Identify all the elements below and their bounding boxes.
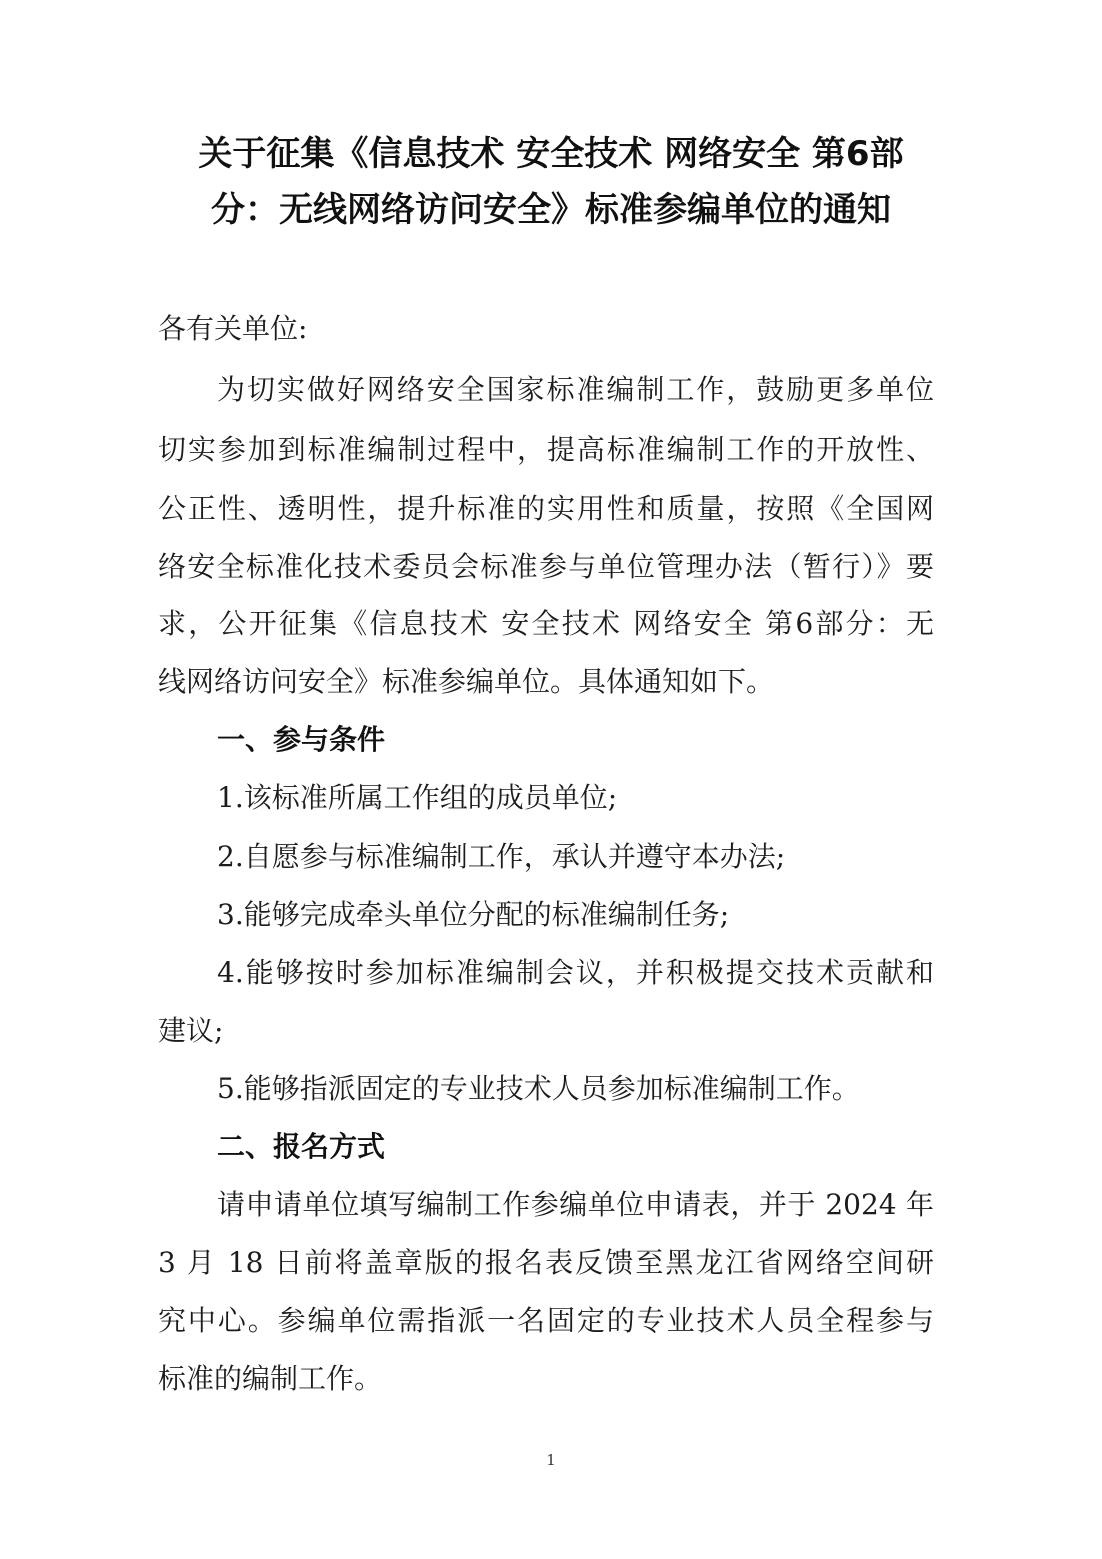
intro-line-4: 络安全标准化技术委员会标准参与单位管理办法（暂行）》要 <box>158 550 934 583</box>
section-2-line-4: 标准的编制工作。 <box>158 1362 383 1395</box>
salutation: 各有关单位: <box>158 312 308 345</box>
section-1-item-1: 1.该标准所属工作组的成员单位; <box>217 781 618 814</box>
intro-line-2: 切实参加到标准编制过程中，提高标准编制工作的开放性、 <box>158 433 934 466</box>
section-2-line-2: 3 月 18 日前将盖章版的报名表反馈至黑龙江省网络空间研 <box>158 1246 934 1279</box>
intro-line-3: 公正性、透明性，提升标准的实用性和质量，按照《全国网 <box>158 492 934 525</box>
intro-line-6: 线网络访问安全》标准参编单位。具体通知如下。 <box>158 665 775 698</box>
section-2-heading: 二、报名方式 <box>217 1130 386 1163</box>
intro-line-1: 为切实做好网络安全国家标准编制工作，鼓励更多单位 <box>217 373 934 406</box>
intro-line-5: 求，公开征集《信息技术 安全技术 网络安全 第6部分：无 <box>158 607 934 640</box>
section-1-heading: 一、参与条件 <box>217 723 386 756</box>
section-1-item-4-continued: 建议; <box>158 1014 224 1047</box>
document-title-line-2: 分：无线网络访问安全》标准参编单位的通知 <box>211 190 891 230</box>
section-1-item-4: 4.能够按时参加标准编制会议，并积极提交技术贡献和 <box>217 956 934 989</box>
section-2-line-3: 究中心。参编单位需指派一名固定的专业技术人员全程参与 <box>158 1304 934 1337</box>
section-2-line-1: 请申请单位填写编制工作参编单位申请表，并于 2024 年 <box>217 1188 934 1221</box>
page-number: 1 <box>546 1451 556 1469</box>
section-1-item-3: 3.能够完成牵头单位分配的标准编制任务; <box>217 898 730 931</box>
section-1-item-5: 5.能够指派固定的专业技术人员参加标准编制工作。 <box>217 1072 860 1105</box>
section-1-item-2: 2.自愿参与标准编制工作，承认并遵守本办法; <box>217 840 786 873</box>
document-title-line-1: 关于征集《信息技术 安全技术 网络安全 第6部 <box>198 134 904 174</box>
